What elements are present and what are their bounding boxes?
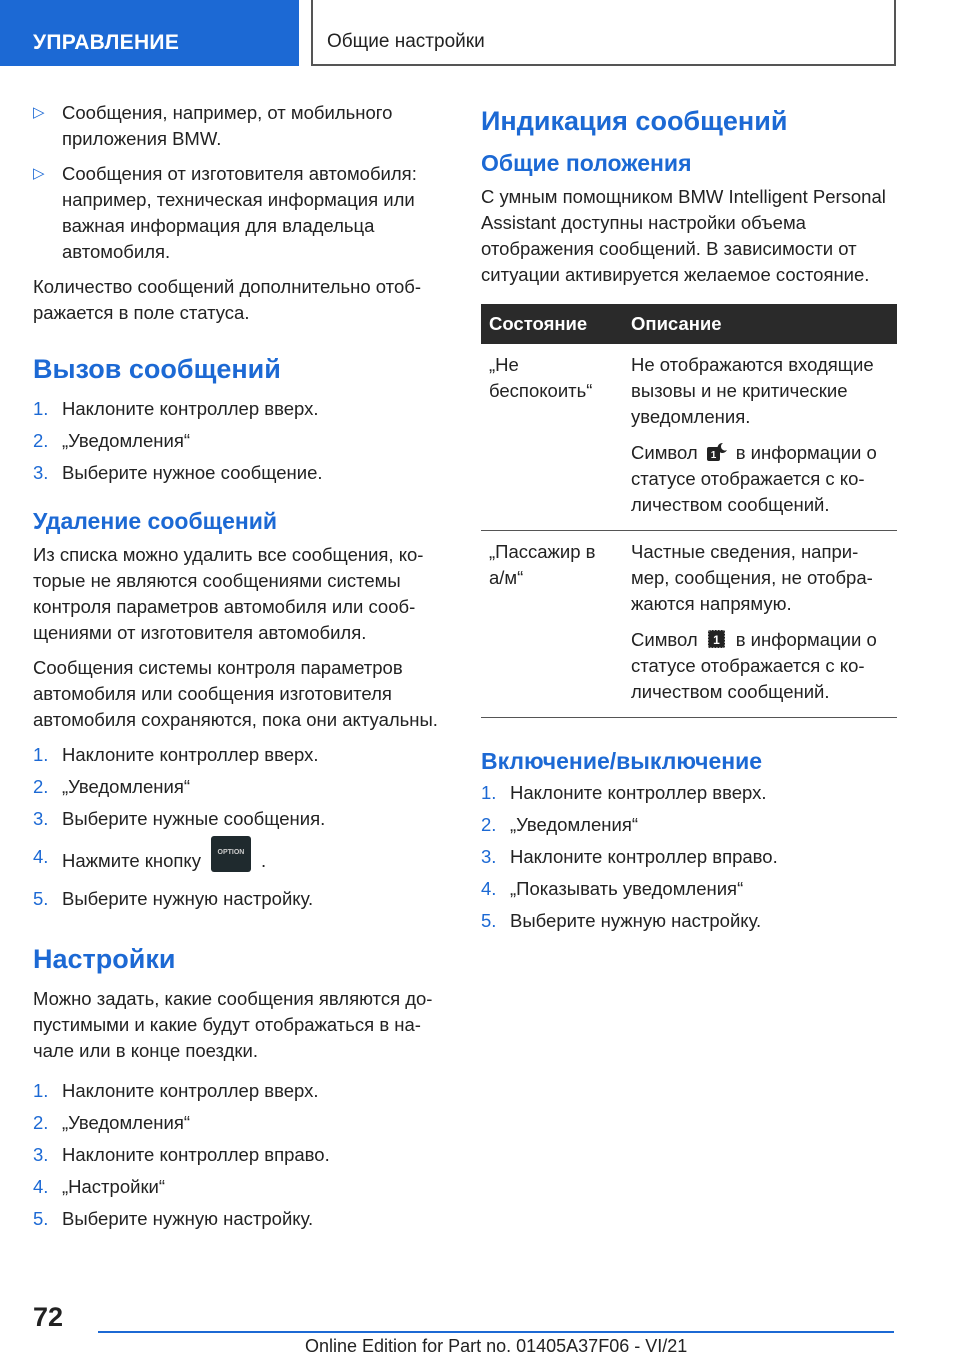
step-item (33, 460, 448, 486)
right-column (481, 100, 897, 940)
bullet-text: Сообщения от изготовителя автомобиля: например, техническая информация или важная информация для владельца автомобиля. (62, 163, 417, 262)
svg-text:1: 1 (712, 633, 720, 648)
column-header-description: Описание (623, 304, 897, 344)
list-item (33, 161, 448, 265)
step-text: Наклоните контроллер вверх. (62, 398, 319, 419)
bullet-text: Сообщения, например, от мобильного приложения BMW. (62, 102, 393, 149)
step-text: Наклоните контроллер вправо. (62, 1144, 330, 1165)
delete-paragraph-1: Из списка можно удалить все сообщения, ко-торые не являются сообщениями системы контроля параметров автомобиля или сооб-щениями от изготовителя автомобиля. (33, 544, 424, 643)
step-text: „Настройки“ (62, 1176, 166, 1197)
symbol-description: в информации о статусе отображается с ко-личеством сообщений. (631, 442, 877, 515)
table-row (481, 531, 897, 718)
page-number: 72 (33, 1302, 64, 1332)
step-number: 2. (33, 776, 49, 797)
symbol-text (631, 627, 889, 705)
svg-text:1: 1 (710, 450, 716, 462)
step-item (33, 1110, 448, 1136)
passenger-mode-icon (706, 629, 728, 649)
step-number: 3. (33, 808, 49, 829)
symbol-description: в информации о статусе отображается с ко-личеством сообщений. (631, 629, 877, 702)
description-cell (623, 531, 897, 718)
footer-divider (98, 1331, 894, 1333)
delete-paragraph-2: Сообщения системы контроля параметров автомобиля или сообщения изготовителя автомобиля сохраняются, пока они актуальны. (33, 657, 438, 730)
column-header-state: Состояние (481, 304, 623, 344)
call-heading: Вызов сообщений (33, 354, 281, 384)
step-item (33, 742, 448, 768)
step-text-tail: . (260, 849, 267, 871)
state-cell: „Пассажир в а/м“ (481, 531, 623, 718)
intro-paragraph: С умным помощником BMW Intelligent Personal Assistant доступны настройки объема отображения сообщений. В зависимости от ситуации активируется желаемое состояние. (481, 186, 886, 285)
step-item (33, 1078, 448, 1104)
step-number: 3. (33, 462, 49, 483)
step-text: Нажмите кнопку (62, 849, 201, 871)
step-text: Наклоните контроллер вверх. (62, 1080, 319, 1101)
step-number: 1. (33, 398, 49, 419)
step-number: 4. (481, 878, 497, 899)
triangle-bullet-icon: ▷ (33, 104, 45, 121)
states-table (481, 304, 897, 718)
step-number: 4. (33, 846, 49, 867)
step-text: Наклоните контроллер вверх. (62, 744, 319, 765)
topic-title: Общие настройки (311, 0, 896, 66)
symbol-text (631, 440, 889, 518)
description-text: Частные сведения, напри-мер, сообщения, не отобра-жаются напрямую. (631, 541, 873, 614)
step-item (33, 1206, 448, 1232)
section-tab: УПРАВЛЕНИЕ (0, 0, 299, 66)
step-number: 1. (33, 1080, 49, 1101)
step-item (481, 812, 897, 838)
step-item (481, 908, 897, 934)
step-number: 5. (33, 1208, 49, 1229)
step-text: Выберите нужное сообщение. (62, 462, 323, 483)
indication-heading: Индикация сообщений (481, 106, 788, 136)
step-number: 2. (33, 1112, 49, 1133)
settings-paragraph: Можно задать, какие сообщения являются до-пустимыми и какие будут отображаться в на-чале или в конце поездки. (33, 988, 433, 1061)
step-item (33, 396, 448, 422)
step-text: Выберите нужную настройку. (62, 1208, 314, 1229)
list-item (33, 100, 448, 152)
table-row (481, 344, 897, 531)
step-text: „Уведомления“ (62, 776, 190, 797)
toggle-heading: Включение/выключение (481, 748, 763, 774)
step-number: 3. (33, 1144, 49, 1165)
step-number: 5. (33, 888, 49, 909)
step-number: 1. (33, 744, 49, 765)
step-number: 3. (481, 846, 497, 867)
status-paragraph: Количество сообщений дополнительно отоб-ражается в поле статуса. (33, 276, 421, 323)
do-not-disturb-icon (706, 442, 728, 462)
step-text: Наклоните контроллер вверх. (510, 782, 767, 803)
step-item (33, 844, 448, 880)
step-text: „Уведомления“ (62, 430, 190, 451)
step-text: Наклоните контроллер вправо. (510, 846, 778, 867)
settings-heading: Настройки (33, 944, 176, 974)
step-text: Выберите нужную настройку. (62, 888, 314, 909)
edition-text: Online Edition for Part no. 01405A37F06 - VI/21 (305, 1336, 688, 1356)
step-item (481, 844, 897, 870)
page-header (0, 0, 960, 66)
step-item (33, 886, 448, 912)
step-number: 2. (33, 430, 49, 451)
step-item (481, 876, 897, 902)
state-cell: „Не беспокоить“ (481, 344, 623, 531)
step-number: 1. (481, 782, 497, 803)
symbol-label: Символ (631, 442, 698, 463)
step-number: 5. (481, 910, 497, 931)
step-item (481, 780, 897, 806)
step-item (33, 774, 448, 800)
step-number: 2. (481, 814, 497, 835)
option-button-icon: OPTION (211, 836, 251, 872)
step-item (33, 428, 448, 454)
step-text: Выберите нужные сообщения. (62, 808, 326, 829)
step-item (33, 1174, 448, 1200)
triangle-bullet-icon: ▷ (33, 165, 45, 182)
step-text: Выберите нужную настройку. (510, 910, 762, 931)
step-item (33, 1142, 448, 1168)
symbol-label: Символ (631, 629, 698, 650)
step-item (33, 806, 448, 832)
step-number: 4. (33, 1176, 49, 1197)
general-subheading: Общие положения (481, 150, 692, 176)
delete-heading: Удаление сообщений (33, 508, 278, 534)
table-header-row (481, 304, 897, 344)
step-text: „Уведомления“ (510, 814, 638, 835)
left-column (33, 100, 448, 1238)
step-text: „Уведомления“ (62, 1112, 190, 1133)
description-text: Не отображаются входящие вызовы и не критические уведомления. (631, 354, 874, 427)
description-cell (623, 344, 897, 531)
step-text: „Показывать уведомления“ (510, 878, 744, 899)
